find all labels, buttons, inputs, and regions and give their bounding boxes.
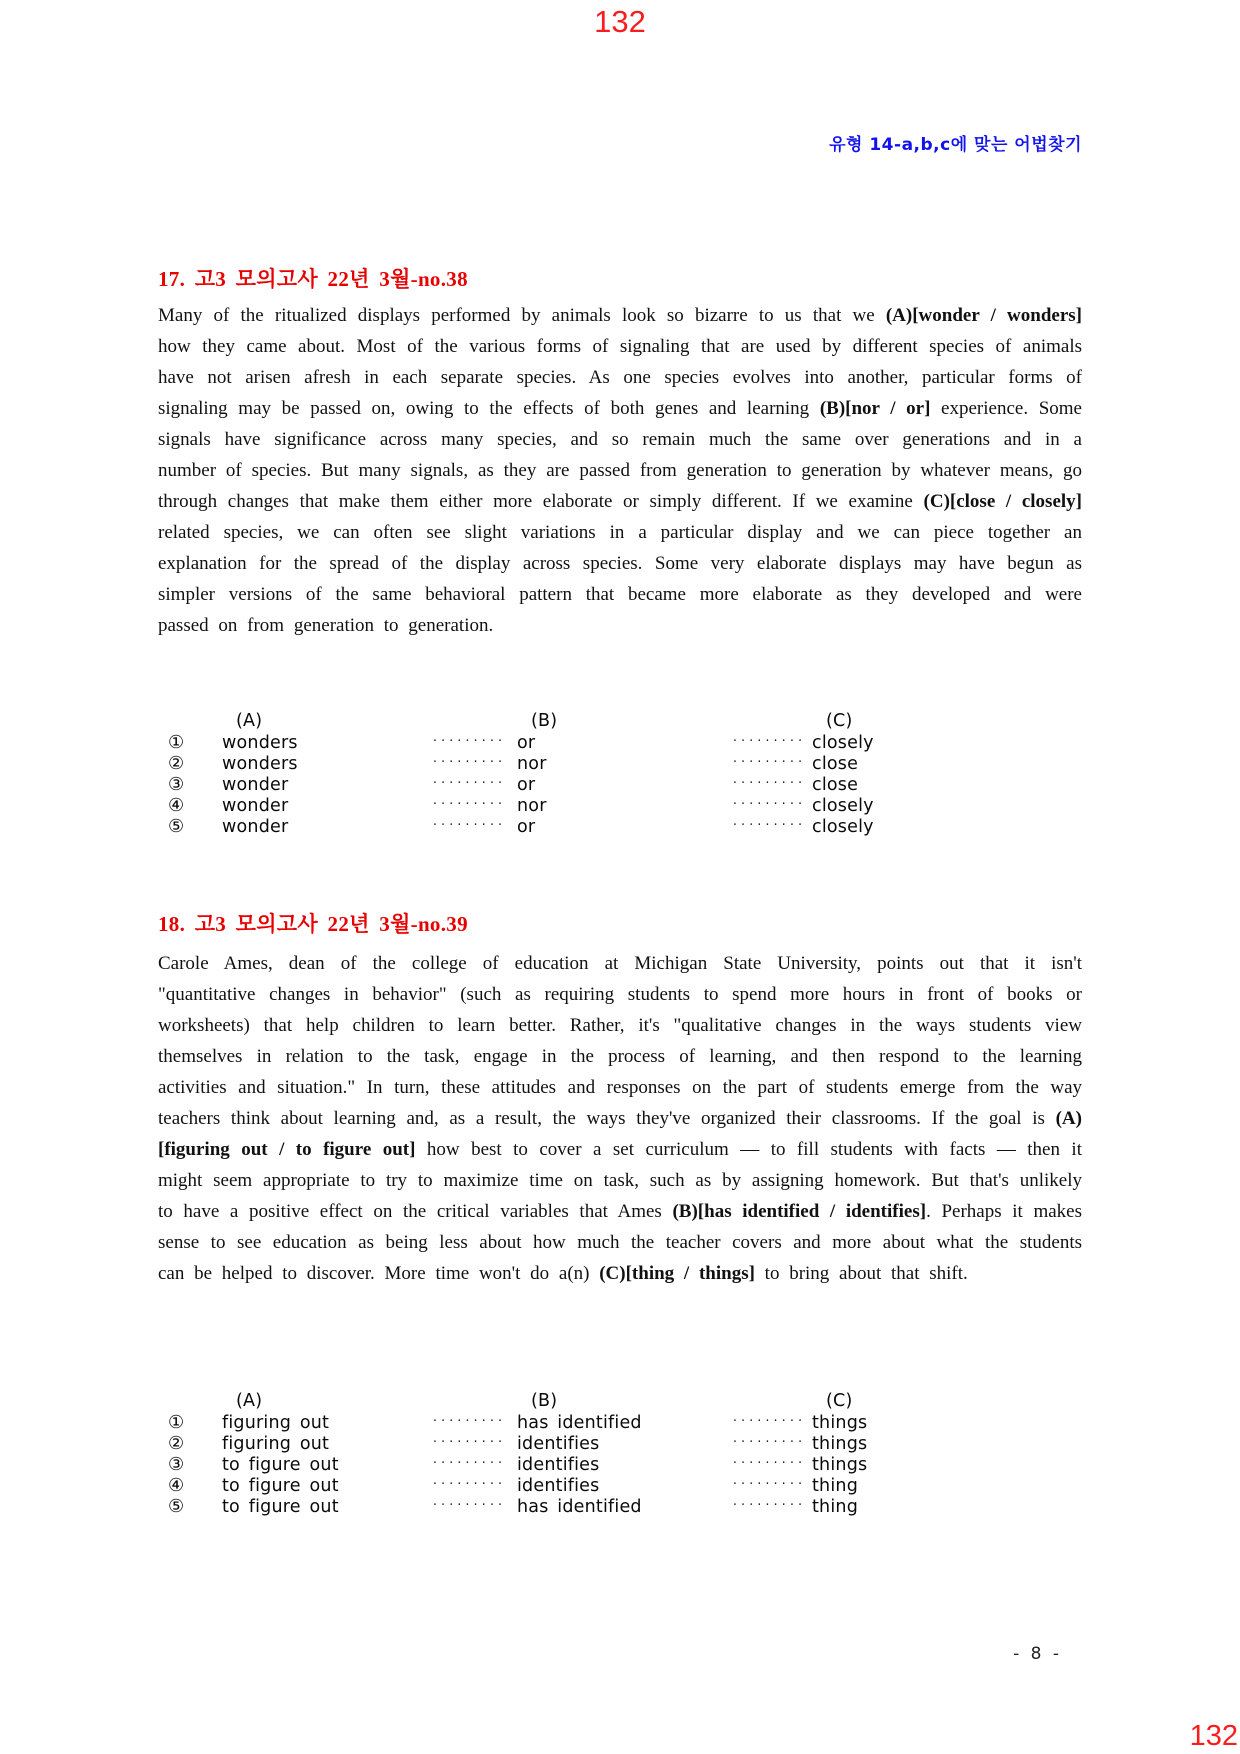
passage-text: experience. Some signals have significance across many species, and so remain much the same over generations and in a number of species. But many signals, as they are passed from generation to generation by whatever means, go through changes that make them either more elaborate or simply different. If we examine xyxy=(158,398,1082,512)
passage-choice-options: (A)[wonder / wonders] xyxy=(885,305,1082,326)
question-17-answer-table xyxy=(158,711,1082,837)
answer-row xyxy=(158,1454,1082,1475)
answer-option-b: or xyxy=(517,733,536,753)
answer-option-b: or xyxy=(517,817,536,837)
answer-number: ③ xyxy=(168,774,185,795)
answer-option-c: thing xyxy=(812,1476,859,1496)
page-number-top: 132 xyxy=(594,4,646,39)
answer-number: ② xyxy=(168,1433,185,1454)
answer-option-c: thing xyxy=(812,1497,859,1517)
dots-separator: ········· xyxy=(732,1435,807,1450)
passage-text: . Perhaps it makes sense to see education as being less about how much the teacher covers and more about what the students can be helped to discover. More time won't do a(n) xyxy=(158,1201,1082,1284)
passage-text: related species, we can often see slight variations in a particular display and we can piece together an explanation for the spread of the display across species. Some very elaborate displays may have begun as simpler versions of the same behavioral pattern that became more elaborate as they developed and were passed on from generation to generation. xyxy=(158,522,1082,636)
answer-row xyxy=(158,732,1082,753)
dots-separator: ········· xyxy=(432,1456,507,1471)
answer-option-a: wonder xyxy=(222,775,289,795)
passage-choice-options: (B)[has identified / identifies] xyxy=(672,1201,927,1222)
answer-row xyxy=(158,1475,1082,1496)
dots-separator: ········· xyxy=(732,776,807,791)
question-18-passage xyxy=(158,948,1082,1289)
dots-separator: ········· xyxy=(432,818,507,833)
passage-text: how best to cover a set curriculum — to fill students with facts — then it might seem appropriate to try to maximize time on task, such as by assigning homework. But that's unlikely to have a positive effect on the critical variables that Ames xyxy=(158,1139,1082,1222)
answer-option-a: to figure out xyxy=(222,1497,339,1517)
dots-separator: ········· xyxy=(432,1498,507,1513)
question-17-title: 17. 고3 모의고사 22년 3월-no.38 xyxy=(158,267,468,291)
type-header: 유형 14-a,b,c에 맞는 어법찾기 xyxy=(829,135,1082,155)
dots-separator: ········· xyxy=(432,776,507,791)
dots-separator: ········· xyxy=(432,734,507,749)
dots-separator: ········· xyxy=(432,1435,507,1450)
question-18-title: 18. 고3 모의고사 22년 3월-no.39 xyxy=(158,912,468,936)
dots-separator: ········· xyxy=(732,1456,807,1471)
answer-number: ① xyxy=(168,1412,185,1433)
answer-number: ③ xyxy=(168,1454,185,1475)
answer-option-b: identifies xyxy=(517,1455,600,1475)
answer-header-b: (B) xyxy=(531,711,558,731)
dots-separator: ········· xyxy=(432,755,507,770)
answer-row xyxy=(158,816,1082,837)
answer-header-a: (A) xyxy=(236,1391,263,1411)
answer-option-b: nor xyxy=(517,796,547,816)
answer-option-a: wonders xyxy=(222,754,298,774)
answer-option-c: things xyxy=(812,1413,868,1433)
answer-header-c: (C) xyxy=(826,1391,853,1411)
answer-option-b: identifies xyxy=(517,1476,600,1496)
answer-row xyxy=(158,1412,1082,1433)
answer-header-b: (B) xyxy=(531,1391,558,1411)
answer-option-c: closely xyxy=(812,796,874,816)
answer-option-c: things xyxy=(812,1434,868,1454)
answer-number: ⑤ xyxy=(168,816,185,837)
dots-separator: ········· xyxy=(732,755,807,770)
question-17-passage xyxy=(158,300,1082,641)
answer-number: ④ xyxy=(168,1475,185,1496)
answer-table-header xyxy=(158,1391,1082,1412)
dots-separator: ········· xyxy=(732,734,807,749)
dots-separator: ········· xyxy=(432,797,507,812)
answer-option-b: or xyxy=(517,775,536,795)
dots-separator: ········· xyxy=(732,1414,807,1429)
passage-text: how they came about. Most of the various forms of signaling that are used by different species of animals have not arisen afresh in each separate species. As one species evolves into another, particular forms of signaling may be passed on, owing to the effects of both genes and learning xyxy=(158,336,1082,419)
dots-separator: ········· xyxy=(732,1498,807,1513)
dots-separator: ········· xyxy=(732,1477,807,1492)
answer-option-a: wonder xyxy=(222,796,289,816)
answer-table-header xyxy=(158,711,1082,732)
dots-separator: ········· xyxy=(732,818,807,833)
page-number-bottom: 132 xyxy=(1189,1720,1238,1752)
answer-option-c: closely xyxy=(812,817,874,837)
answer-row xyxy=(158,795,1082,816)
answer-option-a: to figure out xyxy=(222,1455,339,1475)
passage-text: to bring about that shift. xyxy=(754,1263,968,1284)
answer-option-b: identifies xyxy=(517,1434,600,1454)
answer-option-c: close xyxy=(812,775,859,795)
answer-option-c: things xyxy=(812,1455,868,1475)
answer-option-a: to figure out xyxy=(222,1476,339,1496)
answer-option-b: nor xyxy=(517,754,547,774)
passage-choice-options: (B)[nor / or] xyxy=(819,398,931,419)
passage-choice-options: (C)[close / closely] xyxy=(923,491,1082,512)
answer-number: ② xyxy=(168,753,185,774)
answer-row xyxy=(158,774,1082,795)
answer-header-c: (C) xyxy=(826,711,853,731)
page-content xyxy=(158,0,1082,1754)
answer-option-a: wonder xyxy=(222,817,289,837)
answer-option-b: has identified xyxy=(517,1497,642,1517)
answer-row xyxy=(158,1496,1082,1517)
answer-row xyxy=(158,1433,1082,1454)
answer-number: ④ xyxy=(168,795,185,816)
answer-rows xyxy=(158,1412,1082,1517)
answer-header-a: (A) xyxy=(236,711,263,731)
passage-choice-options: (A)[figuring out / to figure out] xyxy=(158,1108,1082,1160)
page-footer: - 8 - xyxy=(1013,1644,1062,1664)
dots-separator: ········· xyxy=(432,1477,507,1492)
answer-option-a: wonders xyxy=(222,733,298,753)
passage-text: Many of the ritualized displays performed by animals look so bizarre to us that we xyxy=(158,305,886,326)
answer-number: ⑤ xyxy=(168,1496,185,1517)
passage-text: Carole Ames, dean of the college of education at Michigan State University, points out that it isn't "quantitative changes in behavior" (such as requiring students to spend more hours in front of books or worksheets) that help children to learn better. Rather, it's "qualitative changes in the ways students view themselves in relation to the task, engage in the process of learning, and then respond to the learning activities and situation." In turn, these attitudes and responses on the part of students emerge from the way teachers think about learning and, as a result, the ways they've organized their classrooms. If the goal is xyxy=(158,953,1082,1129)
dots-separator: ········· xyxy=(432,1414,507,1429)
answer-option-a: figuring out xyxy=(222,1413,330,1433)
answer-option-a: figuring out xyxy=(222,1434,330,1454)
dots-separator: ········· xyxy=(732,797,807,812)
answer-option-b: has identified xyxy=(517,1413,642,1433)
answer-number: ① xyxy=(168,732,185,753)
answer-option-c: closely xyxy=(812,733,874,753)
answer-option-c: close xyxy=(812,754,859,774)
answer-row xyxy=(158,753,1082,774)
passage-choice-options: (C)[thing / things] xyxy=(599,1263,755,1284)
question-18-answer-table xyxy=(158,1391,1082,1517)
answer-rows xyxy=(158,732,1082,837)
